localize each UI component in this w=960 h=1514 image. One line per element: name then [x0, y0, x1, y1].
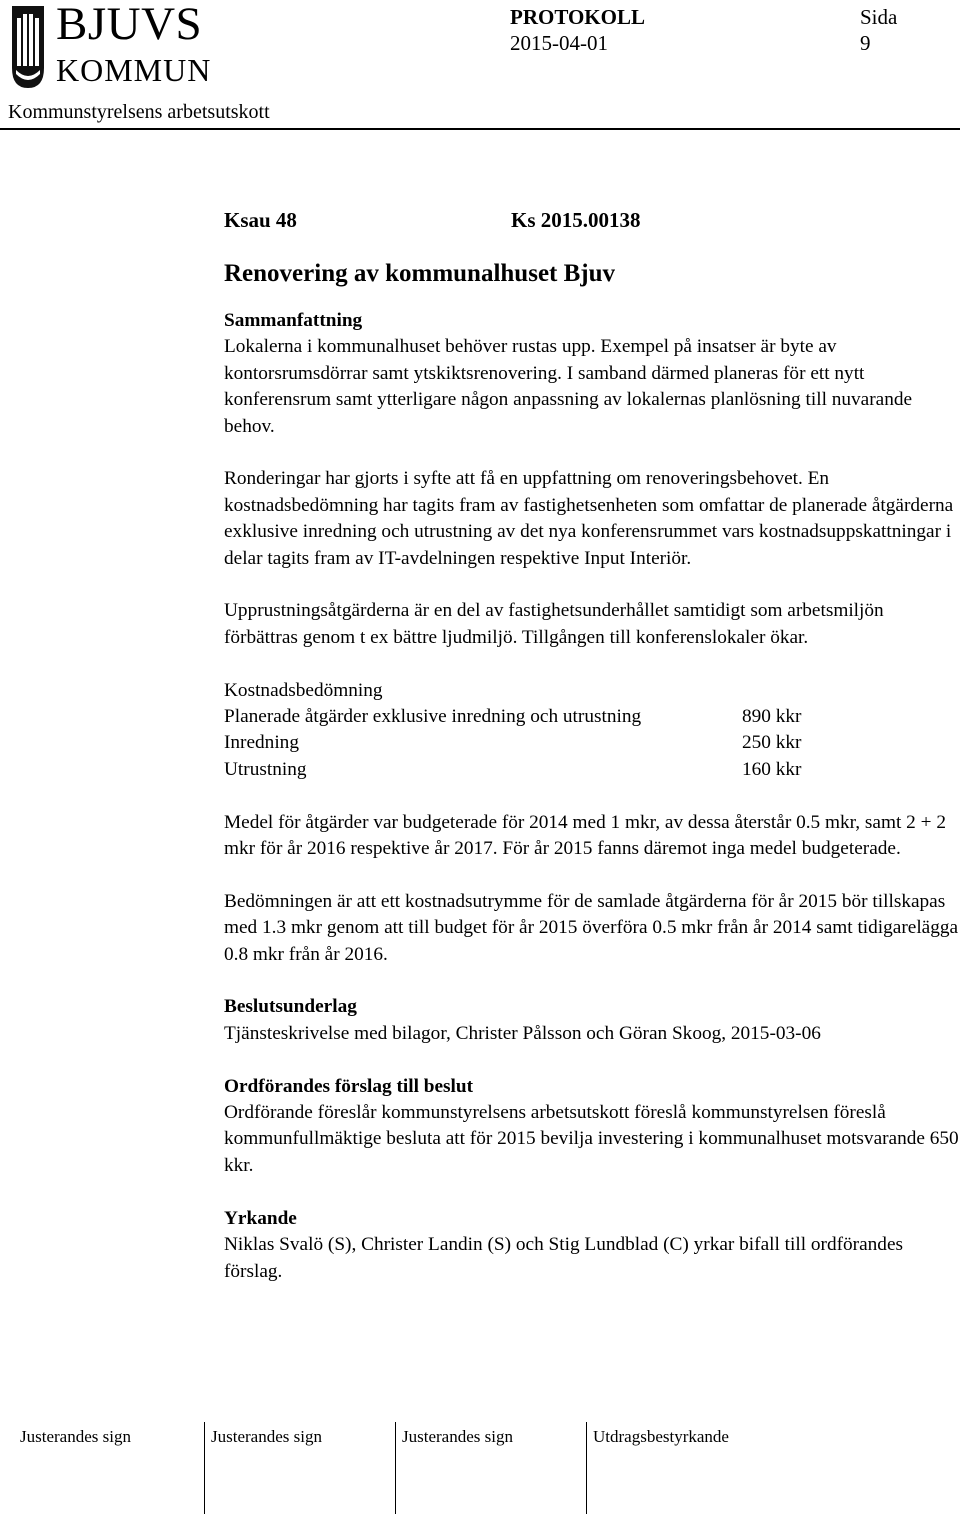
case-reference	[224, 206, 960, 234]
case-number: Ks 2015.00138	[511, 208, 641, 232]
signature-divider	[395, 1422, 396, 1514]
cost-value: 890 kkr	[742, 706, 802, 728]
document-type: PROTOKOLL	[510, 5, 645, 29]
case-title: Renovering av kommunalhuset Bjuv	[224, 260, 616, 287]
upgrade-paragraph: Upprustningsåtgärderna är en del av fastighetsunderhållet samtidigt som arbetsmiljön förbättras genom t ex bättre ljudmiljö. Tillgången till konferenslokaler ökar.	[224, 600, 884, 648]
motion-text: Niklas Svalö (S), Christer Landin (S) och Stig Lundblad (C) yrkar bifall till ordförandes förslag.	[224, 1234, 904, 1282]
document-body	[224, 206, 960, 1285]
cost-label: Utrustning	[224, 758, 307, 780]
signature-divider	[204, 1422, 205, 1514]
brand-name: BJUVS	[56, 0, 203, 50]
signature-box-2: Justerandes sign	[211, 1427, 322, 1446]
assessment-budget-paragraph: Bedömningen är att ett kostnadsutrymme för de samlade åtgärderna för år 2015 bör tillskapas med 1.3 mkr genom att till budget för år 2015 överföra 0.5 mkr från år 2014 samt tidigarelägga 0.8 mkr från år 2016.	[224, 890, 959, 965]
page-label: Sida	[860, 5, 898, 29]
extract-certification-box: Utdragsbestyrkande	[593, 1427, 729, 1446]
basis-heading: Beslutsunderlag	[224, 996, 357, 1018]
cost-row	[224, 730, 960, 756]
cost-table	[224, 704, 960, 783]
document-date: 2015-04-01	[510, 31, 608, 55]
brand-subtitle: KOMMUN	[56, 52, 212, 88]
basis-text: Tjänsteskrivelse med bilagor, Christer Pålsson och Göran Skoog, 2015-03-06	[224, 1022, 821, 1044]
signature-box-1: Justerandes sign	[20, 1427, 131, 1446]
cost-value: 250 kkr	[742, 732, 802, 754]
summary-text: Lokalerna i kommunalhuset behöver rustas upp. Exempel på insatser är byte av kontorsrumsdörrar samt ytskiktsrenovering. I samband därmed planeras för ett nytt konferensrum samt ytterligare någon anpassning av lokalernas planlösning till nuvarande behov.	[224, 336, 913, 437]
cost-label: Inredning	[224, 732, 299, 754]
cost-row	[224, 757, 960, 783]
budget-paragraph: Medel för åtgärder var budgeterade för 2014 med 1 mkr, av dessa återstår 0.5 mkr, samt 2 + 2 mkr för år 2016 respektive år 2017. För år 2015 fanns däremot inga medel budgeterade.	[224, 811, 946, 860]
organization-name: Kommunstyrelsens arbetsutskott	[8, 101, 270, 123]
header-divider	[0, 128, 960, 130]
paragraph-number: Ksau 48	[224, 208, 297, 232]
municipal-logo-icon	[8, 4, 48, 90]
summary-heading: Sammanfattning	[224, 310, 363, 331]
page-number: 9	[860, 31, 871, 55]
signature-divider	[586, 1422, 587, 1514]
assessment-paragraph: Ronderingar har gjorts i syfte att få en uppfattning om renoveringsbehovet. En kostnadsbedömning har tagits fram av fastighetsenheten som omfattar de planerade åtgärderna exklusive inredning och utrustning av det nya konferensrummet vars kostnadsuppskattningar i delar tagits fram av IT-avdelningen respektive Input Interiör.	[224, 468, 954, 569]
cost-heading: Kostnadsbedömning	[224, 679, 383, 701]
proposal-text: Ordförande föreslår kommunstyrelsens arbetsutskott föreslå kommunstyrelsen föreslå kommunfullmäktige besluta att för 2015 bevilja investering i kommunalhuset motsvarande 650 kkr.	[224, 1102, 959, 1176]
cost-value: 160 kkr	[742, 758, 802, 780]
signature-box-3: Justerandes sign	[402, 1427, 513, 1446]
cost-row	[224, 704, 960, 730]
proposal-heading: Ordförandes förslag till beslut	[224, 1075, 474, 1097]
motion-heading: Yrkande	[224, 1207, 297, 1229]
cost-label: Planerade åtgärder exklusive inredning och utrustning	[224, 706, 642, 728]
